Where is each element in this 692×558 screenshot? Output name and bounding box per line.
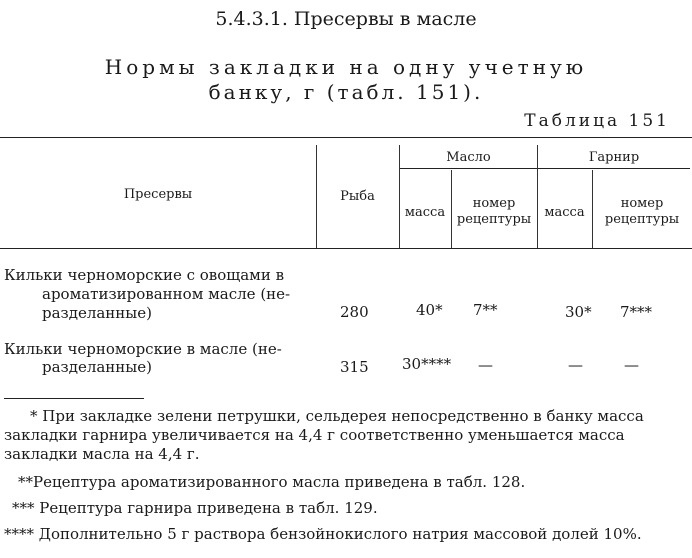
cell-fish: 280 — [340, 303, 369, 321]
header-garnish-recipe: номер рецептуры — [604, 196, 680, 227]
header-preserves: Пресервы — [123, 187, 193, 202]
footnote-line: **** Дополнительно 5 г раствора бензойнокислого натрия массовой долей 10%. — [4, 525, 642, 543]
header-oil: Масло — [446, 150, 491, 165]
cell-oil-recipe: 7** — [473, 301, 498, 319]
header-fish: Рыба — [340, 189, 375, 204]
footnote-line: * При закладке зелени петрушки, сельдерея непосредственно в банку масса — [30, 407, 644, 425]
cell-garnish-recipe: 7*** — [620, 303, 653, 321]
footnote-rule — [4, 398, 144, 399]
table-label: Таблица 151 — [524, 111, 670, 131]
subtitle-line-2: банку, г (табл. 151). — [208, 80, 484, 104]
header-bottom-rule — [0, 248, 692, 249]
cell-oil-recipe: — — [478, 356, 493, 374]
cell-oil-mass: 40* — [416, 301, 443, 319]
table-top-rule — [0, 137, 692, 138]
cell-garnish-mass: — — [568, 356, 583, 374]
header-garnish: Гарнир — [588, 150, 640, 165]
cell-garnish-mass: 30* — [565, 303, 592, 321]
group-header-rule — [400, 168, 690, 169]
row-name-line: Кильки черноморские в масле (не- — [4, 340, 282, 358]
header-garnish-mass: масса — [544, 205, 585, 220]
footnote-line: *** Рецептура гарнира приведена в табл. 129. — [12, 499, 378, 517]
row-name-line: ароматизированном масле (не- — [42, 285, 291, 303]
row-name-line: Кильки черноморские с овощами в — [4, 266, 285, 284]
footnote-line: закладки масла на 4,4 г. — [4, 445, 200, 463]
header-oil-recipe: номер рецептуры — [456, 196, 532, 227]
row-name-line: разделанные) — [42, 358, 152, 376]
header-oil-mass: масса — [404, 205, 446, 220]
cell-fish: 315 — [340, 358, 369, 376]
cell-garnish-recipe: — — [624, 356, 639, 374]
subtitle-line-1: Нормы закладки на одну учетную — [104, 55, 588, 79]
cell-oil-mass: 30**** — [402, 355, 452, 373]
section-title: 5.4.3.1. Пресервы в масле — [215, 8, 477, 30]
row-name-line: разделанные) — [42, 304, 152, 322]
footnote-line: закладки гарнира увеличивается на 4,4 г соответственно уменьшается масса — [4, 426, 625, 444]
footnote-line: **Рецептура ароматизированного масла приведена в табл. 128. — [18, 473, 526, 491]
